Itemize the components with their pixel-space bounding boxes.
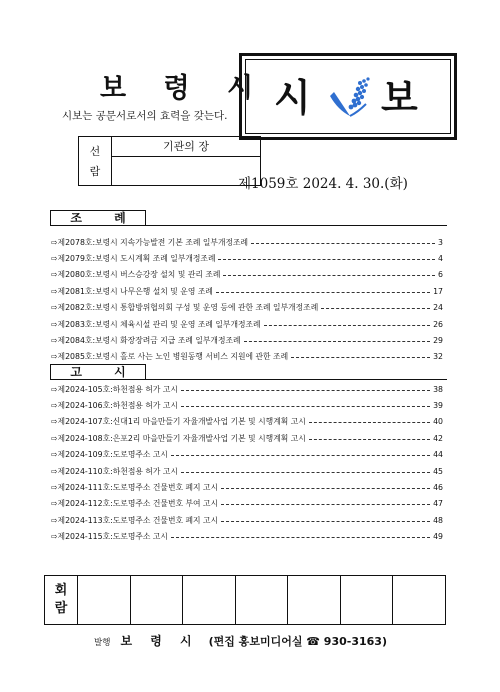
toc-entry [51,252,443,264]
toc-entry [51,351,443,363]
circulation-cell [288,576,341,624]
toc-leader [171,455,430,456]
toc-entry-title: ⇨제2024-111호:도로명주소 건물번호 폐지 고시 [51,482,219,492]
toc-entry-title: ⇨제2081호:보령시 나무은행 설치 및 운영 조례 [51,286,213,296]
section-divider [146,225,447,226]
toc-leader [171,537,430,538]
approval-label-top: 선 [89,145,101,158]
toc-entry-page: 49 [433,532,443,542]
circulation-label [45,576,78,624]
toc-entry-page: 17 [433,286,443,296]
toc-entry [51,269,443,281]
toc-entry-page: 6 [438,270,443,280]
circulation-cell [341,576,394,624]
toc-entry [51,465,443,477]
toc-entry [51,531,443,543]
toc-entry [51,432,443,444]
toc-entry [51,318,443,330]
circulation-label-top: 회 [54,583,68,598]
section-title-notice: 고 시 [50,364,146,380]
toc-leader [244,341,431,342]
toc-entry-page: 48 [433,515,443,525]
circulation-cell [131,576,184,624]
toc-entry [51,416,443,428]
toc-entry-page: 39 [433,400,443,410]
toc-entry-title: ⇨제2024-107호:신대1리 마을만들기 자율개발사업 기본 및 시행계획 고시 [51,417,306,427]
toc-entry [51,334,443,346]
toc-leader [291,357,430,358]
toc-entry-title: ⇨제2024-106호:하천점용 허가 고시 [51,400,178,410]
circulation-cell [183,576,236,624]
toc-entry-title: ⇨제2024-108호:은포2리 마을만들기 자율개발사업 기본 및 시행계획 고시 [51,433,306,443]
toc-leader [223,275,435,276]
toc-leader [181,472,430,473]
toc-entry-title: ⇨제2079호:보령시 도시계획 조례 일부개정조례 [51,253,216,263]
toc-leader [181,406,430,407]
toc-entry-page: 42 [433,433,443,443]
circulation-cell [393,576,445,624]
toc-leader [181,390,430,391]
toc-entry-page: 4 [438,253,443,263]
toc-entry-title: ⇨제2083호:보령시 체육시설 관리 및 운영 조례 일부개정조례 [51,319,261,329]
approval-label [79,137,112,185]
toc-leader [264,325,431,326]
circulation-box [44,575,446,625]
toc-entry-title: ⇨제2024-113호:도로명주소 건물번호 폐지 고시 [51,515,219,525]
approval-head: 기관의 장 [112,137,260,157]
toc-entry-page: 32 [433,352,443,362]
approval-box [78,136,261,186]
toc-leader [218,259,435,260]
circulation-label-bottom: 람 [54,601,68,616]
toc-leader [251,243,435,244]
toc-entry-title: ⇨제2082호:보령시 통합방위협의회 구성 및 운영 등에 관한 조례 일부개정조례 [51,303,319,313]
toc-entry [51,383,443,395]
toc-entry-title: ⇨제2078호:보령시 지속가능발전 기본 조례 일부개정조례 [51,237,249,247]
toc-entry [51,498,443,510]
toc-entry-title: ⇨제2080호:보령시 버스승강장 설치 및 관리 조례 [51,270,221,280]
toc-entry-page: 40 [433,417,443,427]
section-divider [146,379,447,380]
approval-label-bottom: 람 [89,165,101,178]
publisher-name: 보 령 시 [120,634,199,648]
publisher-label: 발행 [94,638,111,648]
toc-entry-title: ⇨제2085호:보령시 홀로 사는 노인 병원동행 서비스 지원에 관한 조례 [51,352,289,362]
toc-entry [51,302,443,314]
title-box [239,53,457,140]
issue-info: 제1059호 2024. 4. 30.(화) [238,176,408,192]
toc-entry-page: 44 [433,450,443,460]
editor-contact: (편집 홍보미디어실 ☎ 930-3163) [208,635,387,648]
toc-leader [221,504,430,505]
toc-entry-page: 47 [433,499,443,509]
footer [94,632,387,649]
toc-entry-page: 45 [433,466,443,476]
toc-leader [216,292,430,293]
toc-entry-title: ⇨제2024-105호:하천점용 허가 고시 [51,384,178,394]
title-left-char: 시 [274,76,311,120]
circulation-cell [236,576,289,624]
toc-leader [221,521,430,522]
toc-leader [221,488,430,489]
toc-leader [309,439,430,440]
toc-entry [51,399,443,411]
title-right-char: 보 [381,76,418,120]
section-title-ordinance: 조 례 [50,210,146,226]
toc-entry [51,285,443,297]
toc-entry-title: ⇨제2084호:보령시 화장장려금 지급 조례 일부개정조례 [51,335,241,345]
toc-entry-page: 3 [438,237,443,247]
toc-entry-title: ⇨제2024-109호:도로명주소 고시 [51,450,168,460]
toc-entry-page: 24 [433,303,443,313]
toc-entry [51,449,443,461]
circulation-cell [78,576,131,624]
toc-entry-page: 46 [433,482,443,492]
toc-entry [51,514,443,526]
toc-entry-title: ⇨제2024-115호:도로명주소 고시 [51,532,168,542]
toc-entry-page: 38 [433,384,443,394]
toc-entry [51,481,443,493]
title-box-inner [245,59,451,134]
toc-entry-title: ⇨제2024-110호:하천점용 허가 고시 [51,466,178,476]
toc-entry-page: 29 [433,335,443,345]
toc-entry [51,236,443,248]
effect-notice: 시보는 공문서로서의 효력을 갖는다. [62,110,228,122]
city-logo-icon [328,76,372,118]
toc-entry-page: 26 [433,319,443,329]
toc-leader [309,422,430,423]
toc-entry-title: ⇨제2024-112호:도로명주소 건물번호 부여 고시 [51,499,219,509]
city-name: 보 령 시 [100,73,268,104]
toc-leader [321,308,430,309]
